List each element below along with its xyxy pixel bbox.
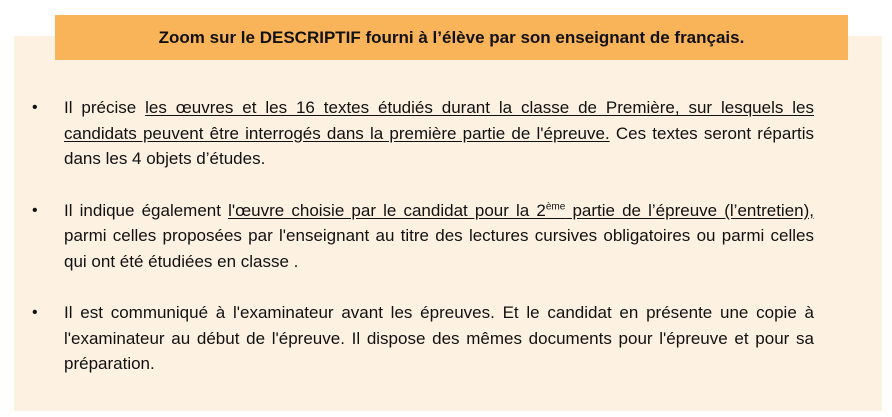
list-item-2 (30, 198, 814, 275)
item-3-text: Il est communiqué à l'examinateur avant les épreuves. Et le candidat en présente une copie à l'examinateur au début de l'épreuve. Il dispose des mêmes documents pour l'épreuve et pour sa préparation. (64, 303, 814, 373)
list-item-1 (30, 95, 814, 172)
bullet-icon: • (32, 99, 38, 116)
list-item-3 (30, 300, 814, 377)
item-2-underlined-b: partie de l’épreuve (l’entretien), (565, 200, 815, 220)
item-1-pre: Il précise (64, 98, 146, 117)
item-2-underlined-a: l'œuvre choisie par le candidat pour la 2 (228, 200, 546, 220)
item-2-post: parmi celles proposées par l'enseignant au titre des lectures cursives obligatoires ou parmi celles qui ont été étudiées en classe . (64, 226, 814, 271)
header-title: Zoom sur le DESCRIPTIF fourni à l’élève par son enseignant de français. (158, 27, 745, 47)
bullet-list (30, 95, 814, 377)
panel-header (55, 15, 848, 60)
item-2-pre: Il indique également (64, 200, 229, 220)
item-1-underlined: les œuvres et les 16 textes étudiés durant la classe de Première, sur lesquels les candidats peuvent être interrogés dans la première partie de l'épreuve. (64, 98, 814, 143)
item-2-superscript: ème (545, 200, 566, 212)
bullet-icon: • (32, 201, 38, 219)
bullet-icon: • (32, 304, 38, 321)
item-1-post: Ces textes seront répartis dans les 4 objets d’études. (64, 123, 814, 168)
